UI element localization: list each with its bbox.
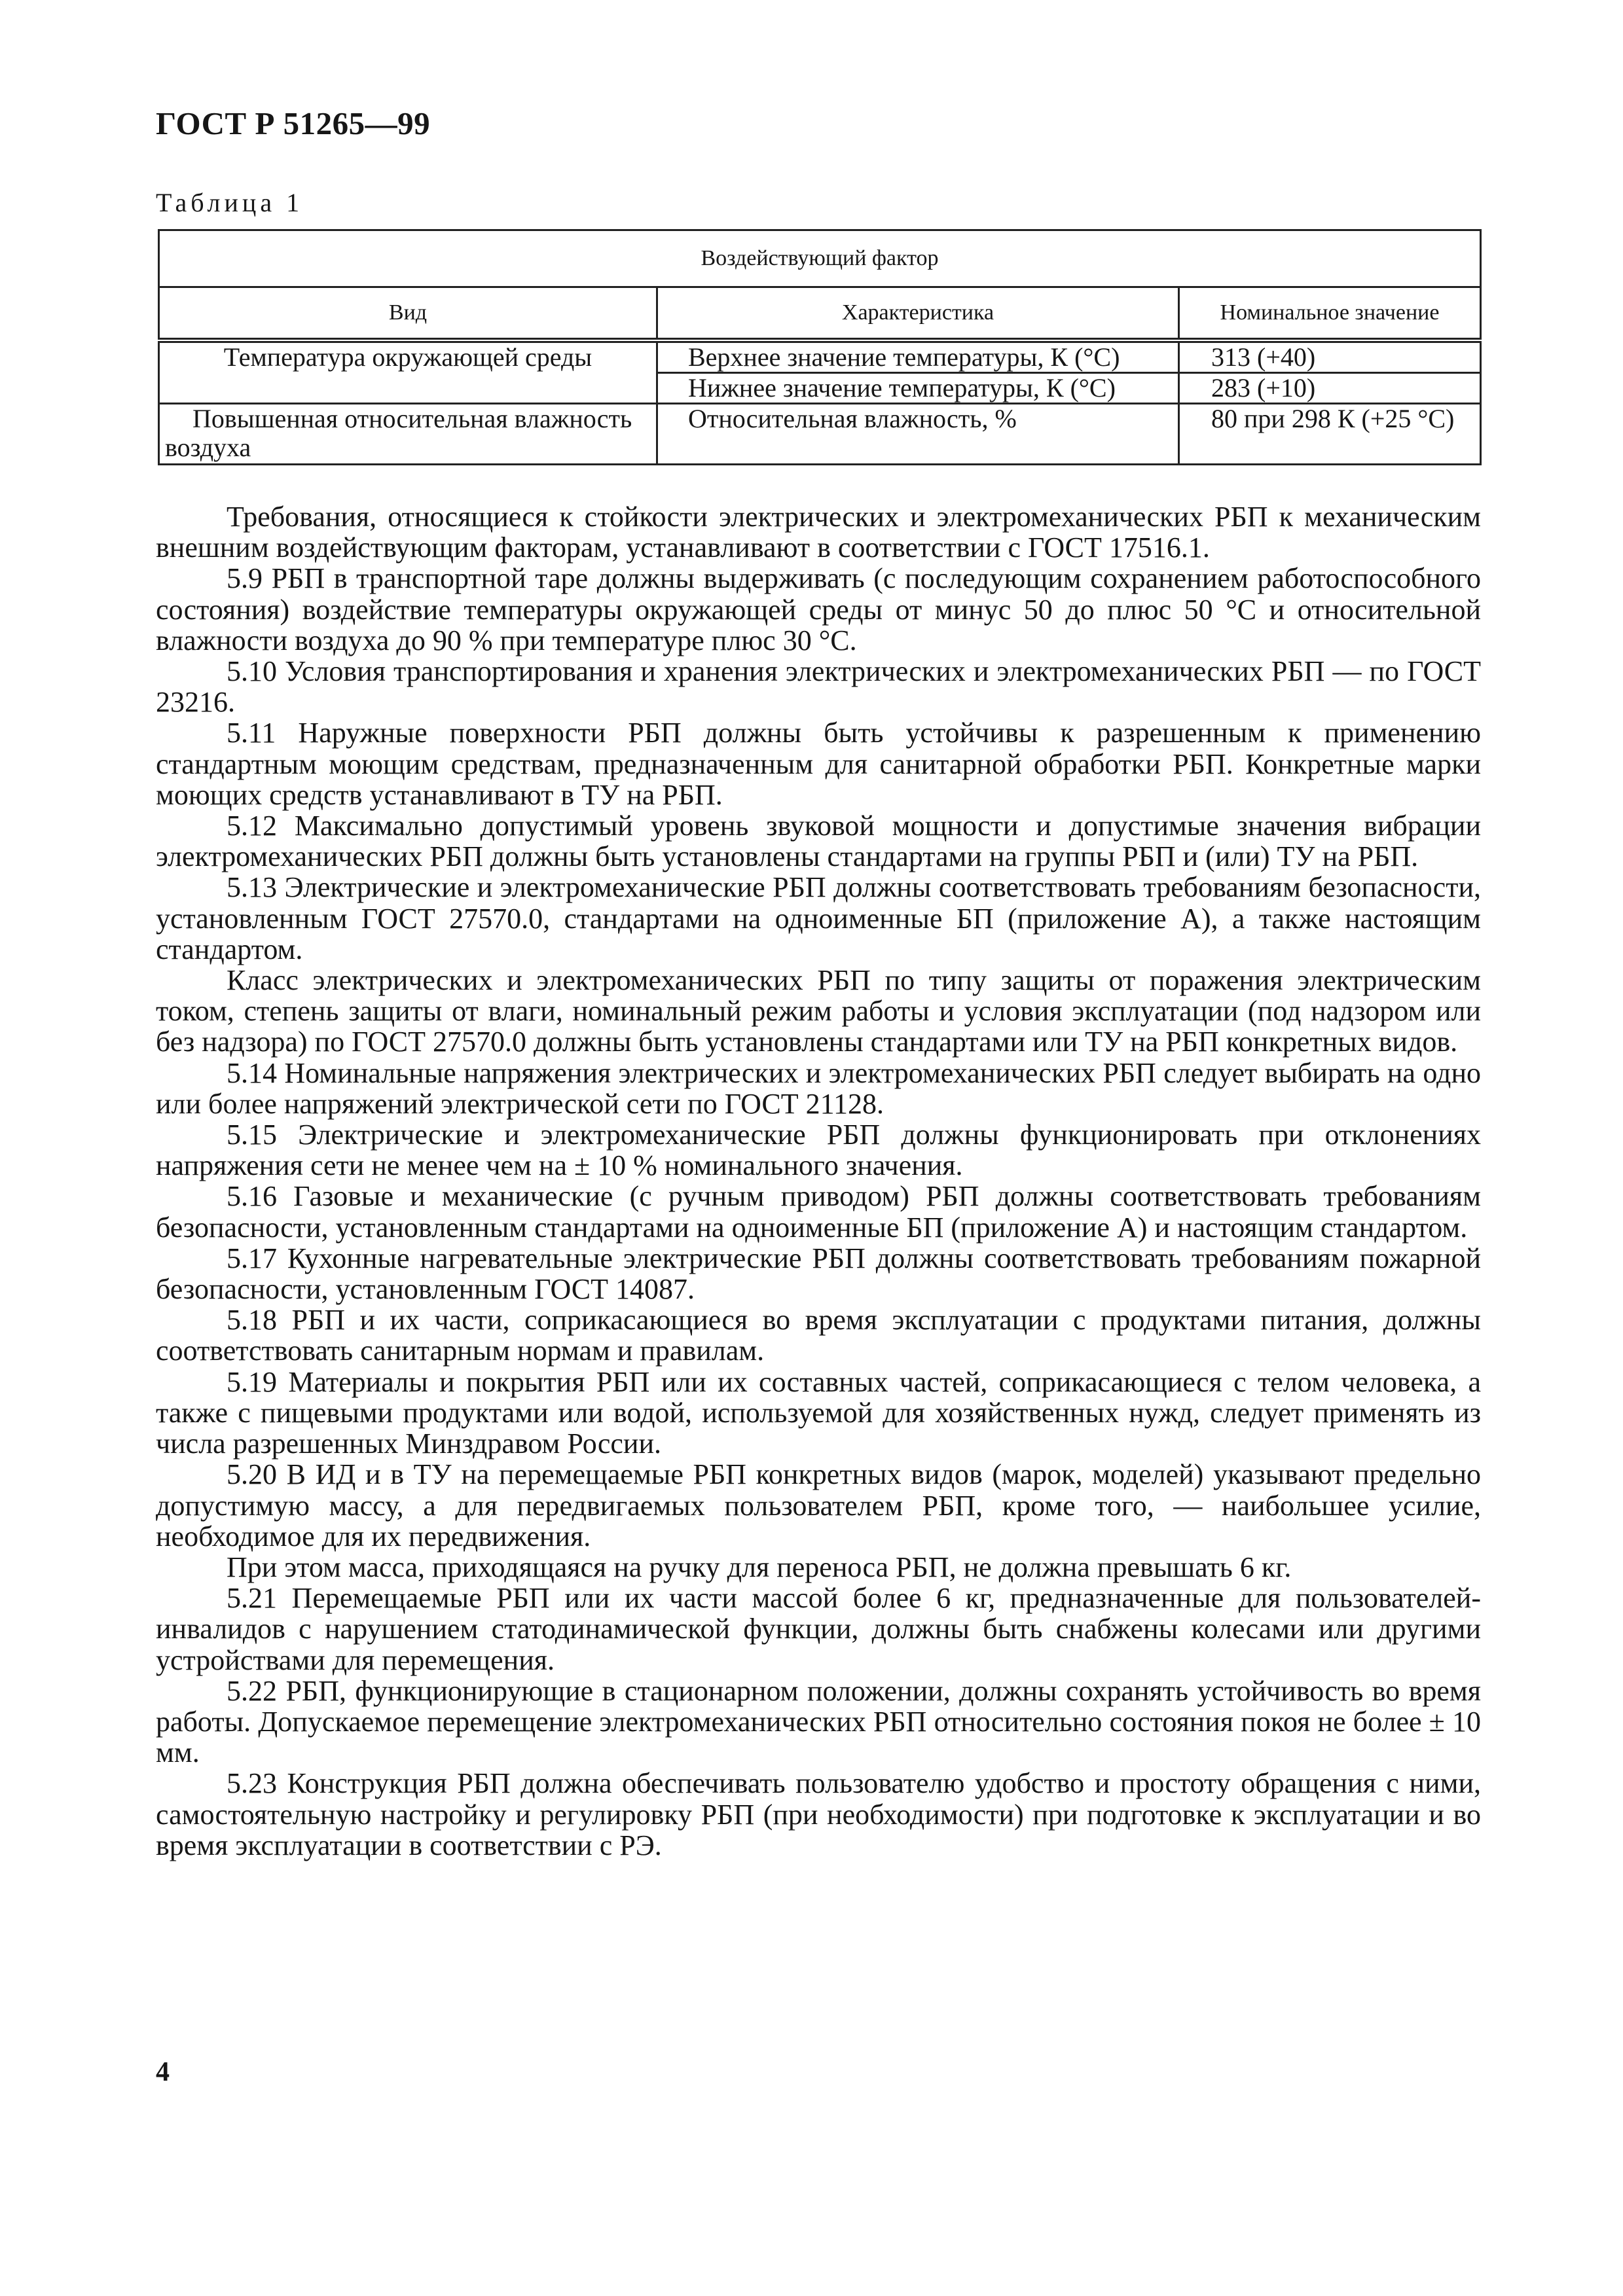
- table-row: [159, 340, 1481, 373]
- table-row: [159, 404, 1481, 465]
- column-header-nominal-value: Номинальное значение: [1179, 287, 1481, 341]
- paragraph-5-19: 5.19 Материалы и покрытия РБП или их составных частей, соприкасающиеся с телом человека, а также с пищевыми продуктами или водой, используемой для хозяйственных нужд, следует применять из числа разрешенных Минздравом России.: [156, 1365, 1481, 1460]
- column-header-kind: Вид: [159, 287, 657, 341]
- paragraph-5-12: 5.12 Максимально допустимый уровень звуковой мощности и допустимые значения вибрации электромеханических РБП должны быть установлены стандартами на группы РБП и (или) ТУ на РБП.: [156, 810, 1481, 873]
- column-header-characteristic: Характеристика: [657, 287, 1179, 341]
- paragraph-5-22: 5.22 РБП, функционирующие в стационарном положении, должны сохранять устойчивость во время работы. Допускаемое перемещение электромеханических РБП относительно состояния покоя не более ± 10 мм.: [156, 1674, 1481, 1769]
- paragraph-protection-class: Класс электрических и электромеханических РБП по типу защиты от поражения электрическим током, степень защиты от влаги, номинальный режим работы и условия эксплуатации (под надзором или без надзора) по ГОСТ 27570.0 должны быть установлены стандартами или ТУ на РБП конкретных видов.: [156, 964, 1481, 1058]
- paragraph-handle-mass: При этом масса, приходящаяся на ручку для переноса РБП, не должна превышать 6 кг.: [227, 1551, 1292, 1583]
- table-cell-value: 283 (+10): [1179, 373, 1481, 404]
- table-cell-value: 80 при 298 К (+25 °С): [1179, 404, 1481, 465]
- environmental-factors-table: [158, 229, 1482, 465]
- paragraph-5-18: 5.18 РБП и их части, соприкасающиеся во время эксплуатации с продуктами питания, должны соответствовать санитарным нормам и правилам.: [156, 1304, 1481, 1367]
- paragraph-5-21: 5.21 Перемещаемые РБП или их части массой более 6 кг, предназначенные для пользователей-инвалидов с нарушением статодинамической функции, должны быть снабжены колесами или другими устройствами для перемещения.: [156, 1582, 1481, 1676]
- table-cell-value: 313 (+40): [1179, 340, 1481, 373]
- table-cell-kind: Температура окружающей среды: [159, 340, 657, 404]
- paragraph-5-9: 5.9 РБП в транспортной таре должны выдерживать (с последующим сохранением работоспособного состояния) воздействие температуры окружающей среды от минус 50 до плюс 50 °С и относительной влажности воздуха до 90 % при температуре плюс 30 °С.: [156, 562, 1481, 656]
- paragraph-5-16: 5.16 Газовые и механические (с ручным приводом) РБП должны соответствовать требованиям безопасности, установленным стандартами на одноименные БП (приложение А) и настоящим стандартом.: [156, 1180, 1481, 1244]
- paragraph-5-14: 5.14 Номинальные напряжения электрических и электромеханических РБП следует выбирать на одно или более напряжений электрической сети по ГОСТ 21128.: [156, 1056, 1481, 1120]
- document-code-header: ГОСТ Р 51265—99: [156, 105, 431, 141]
- table-caption: Таблица 1: [156, 188, 304, 217]
- paragraph-5-20: 5.20 В ИД и в ТУ на перемещаемые РБП конкретных видов (марок, моделей) указывают предельно допустимую массу, а для передвигаемых пользователем РБП, кроме того, — наибольшее усилие, необходимое для их передвижения.: [156, 1458, 1481, 1552]
- paragraph-mechanical-factors: Требования, относящиеся к стойкости электрических и электромеханических РБП к механическим внешним воздействующим факторам, устанавливают в соответствии с ГОСТ 17516.1.: [156, 501, 1481, 564]
- paragraph-5-13: 5.13 Электрические и электромеханические РБП должны соответствовать требованиям безопасности, установленным ГОСТ 27570.0, стандартами на одноименные БП (приложение А), а также настоящим стандартом.: [156, 871, 1481, 965]
- paragraph-5-17: 5.17 Кухонные нагревательные электрические РБП должны соответствовать требованиям пожарной безопасности, установленным ГОСТ 14087.: [156, 1242, 1481, 1306]
- table-cell-kind: Повышенная относительная влажность воздуха: [159, 404, 657, 465]
- document-body: [156, 501, 1481, 1861]
- paragraph-5-15: 5.15 Электрические и электромеханические РБП должны функционировать при отклонениях напряжения сети не менее чем на ± 10 % номинального значения.: [156, 1119, 1481, 1182]
- table-group-header: Воздействующий фактор: [159, 230, 1481, 287]
- table-cell-characteristic: Относительная влажность, %: [657, 404, 1179, 465]
- table-group-header-row: [159, 230, 1481, 287]
- table-cell-characteristic: Верхнее значение температуры, К (°С): [657, 340, 1179, 373]
- paragraph-5-11: 5.11 Наружные поверхности РБП должны быть устойчивы к разрешенным к применению стандартным моющим средствам, предназначенным для санитарной обработки РБП. Конкретные марки моющих средств устанавливают в ТУ на РБП.: [156, 717, 1481, 811]
- paragraph-5-10: 5.10 Условия транспортирования и хранения электрических и электромеханических РБП — по ГОСТ 23216.: [156, 655, 1481, 719]
- page-number: 4: [156, 2057, 170, 2087]
- table-column-header-row: [159, 287, 1481, 341]
- paragraph-5-23: 5.23 Конструкция РБП должна обеспечивать пользователю удобство и простоту обращения с ними, самостоятельную настройку и регулировку РБП (при необходимости) при подготовке к эксплуатации и во время эксплуатации в соответствии с РЭ.: [156, 1767, 1481, 1861]
- table-cell-characteristic: Нижнее значение температуры, К (°С): [657, 373, 1179, 404]
